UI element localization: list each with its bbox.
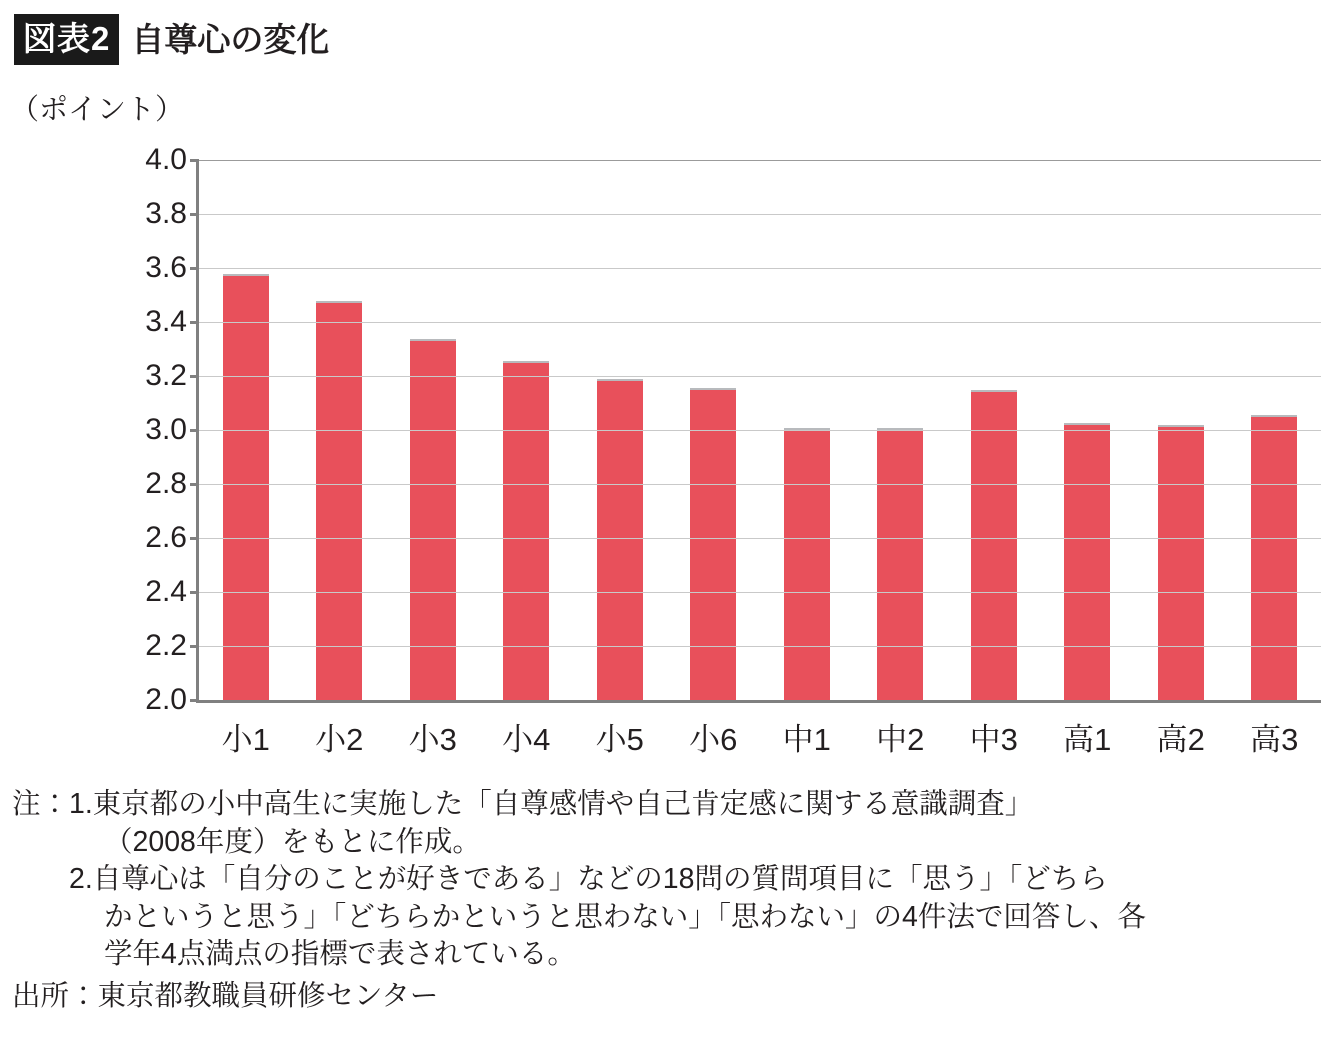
x-axis-tick-label: 小3 bbox=[408, 722, 457, 757]
gridline bbox=[199, 214, 1321, 215]
gridline bbox=[199, 376, 1321, 377]
y-axis-tick-label: 3.4 bbox=[145, 305, 187, 338]
y-axis-tick-mark bbox=[190, 699, 199, 702]
y-axis-tick-label: 2.6 bbox=[145, 521, 187, 554]
source-row bbox=[12, 978, 1328, 1016]
x-axis-tick-label: 中1 bbox=[782, 722, 831, 757]
bar[interactable] bbox=[223, 274, 269, 700]
gridline bbox=[199, 646, 1321, 647]
x-axis-tick-label: 小6 bbox=[689, 722, 738, 757]
y-axis-tick-label: 2.2 bbox=[145, 629, 187, 662]
gridline bbox=[199, 322, 1321, 323]
x-axis-tick-label: 小5 bbox=[595, 722, 644, 757]
y-axis-tick-mark bbox=[190, 483, 199, 486]
x-axis-tick-label: 中3 bbox=[969, 722, 1018, 757]
plot-region bbox=[145, 143, 1321, 757]
figure-badge: 図表2 bbox=[14, 14, 119, 65]
note-2-line-2-row bbox=[12, 899, 1328, 937]
note-2-line-1: 自尊心は「自分のことが好きである」などの18問の質問項目に「思う」「どちら bbox=[92, 863, 1108, 896]
y-axis-tick-label: 3.2 bbox=[145, 359, 187, 392]
y-axis-tick-label: 4.0 bbox=[145, 143, 187, 176]
x-axis-tick-label: 高2 bbox=[1156, 722, 1205, 757]
y-axis-unit-label: （ポイント） bbox=[10, 94, 185, 126]
notes-label: 注： bbox=[12, 788, 70, 820]
y-axis-tick-label: 3.6 bbox=[145, 251, 187, 284]
y-axis-tick-mark bbox=[190, 429, 199, 432]
x-axis-tick-label: 高3 bbox=[1250, 722, 1299, 757]
note-2-line-3: 学年4点満点の指標で表されている。 bbox=[104, 938, 576, 971]
y-axis-tick-label: 2.8 bbox=[145, 467, 187, 500]
note-item-2 bbox=[12, 861, 1328, 899]
y-axis-tick-label: 3.8 bbox=[145, 197, 187, 230]
note-1-line-2-row bbox=[12, 824, 1328, 862]
bar[interactable] bbox=[784, 428, 830, 700]
note-item-1 bbox=[12, 786, 1328, 824]
note-2-line-3-row bbox=[12, 936, 1328, 974]
note-1-line-1: 東京都の小中高生に実施した「自尊感情や自己肯定感に関する意識調査」 bbox=[92, 788, 1034, 820]
y-axis-tick-mark bbox=[190, 375, 199, 378]
gridline bbox=[199, 268, 1321, 269]
y-axis-tick-mark bbox=[190, 267, 199, 270]
note-1-line-2: （2008年度）をもとに作成。 bbox=[104, 825, 481, 858]
bar[interactable] bbox=[316, 301, 362, 700]
gridline bbox=[199, 592, 1321, 593]
source-text: 出所：東京都教職員研修センター bbox=[12, 980, 439, 1013]
gridline bbox=[199, 538, 1321, 539]
x-axis-tick-label: 小2 bbox=[315, 722, 364, 757]
bar[interactable] bbox=[971, 390, 1017, 700]
bar[interactable] bbox=[1158, 425, 1204, 700]
y-axis-tick-label: 3.0 bbox=[145, 413, 187, 446]
bar[interactable] bbox=[1251, 415, 1297, 701]
chart-title-row bbox=[0, 0, 1340, 65]
x-axis-tick-label: 小1 bbox=[221, 722, 270, 757]
y-axis-tick-mark bbox=[190, 321, 199, 324]
y-axis-tick-label: 2.0 bbox=[145, 683, 187, 716]
gridline bbox=[199, 160, 1321, 161]
y-axis-tick-label: 2.4 bbox=[145, 575, 187, 608]
x-axis-tick-label: 小4 bbox=[502, 722, 551, 757]
page-title: 自尊心の変化 bbox=[131, 21, 330, 58]
gridline bbox=[199, 430, 1321, 431]
bar[interactable] bbox=[690, 388, 736, 701]
bar[interactable] bbox=[877, 428, 923, 700]
x-axis-tick-label: 高1 bbox=[1063, 722, 1112, 757]
chart-area bbox=[0, 138, 1340, 757]
chart-notes bbox=[12, 786, 1328, 1016]
y-axis-tick-mark bbox=[190, 537, 199, 540]
y-axis-tick-mark bbox=[190, 645, 199, 648]
note-1-number: 1. bbox=[69, 788, 93, 820]
bar[interactable] bbox=[503, 361, 549, 701]
x-axis-tick-label: 中2 bbox=[876, 722, 925, 757]
bar[interactable] bbox=[597, 379, 643, 700]
y-axis-tick-mark bbox=[190, 159, 199, 162]
bar[interactable] bbox=[1064, 423, 1110, 700]
y-axis-tick-mark bbox=[190, 213, 199, 216]
gridline bbox=[199, 484, 1321, 485]
note-2-line-2: かというと思う」「どちらかというと思わない」「思わない」の4件法で回答し、各 bbox=[104, 900, 1146, 933]
note-2-number: 2. bbox=[69, 863, 93, 896]
y-axis-tick-mark bbox=[190, 591, 199, 594]
